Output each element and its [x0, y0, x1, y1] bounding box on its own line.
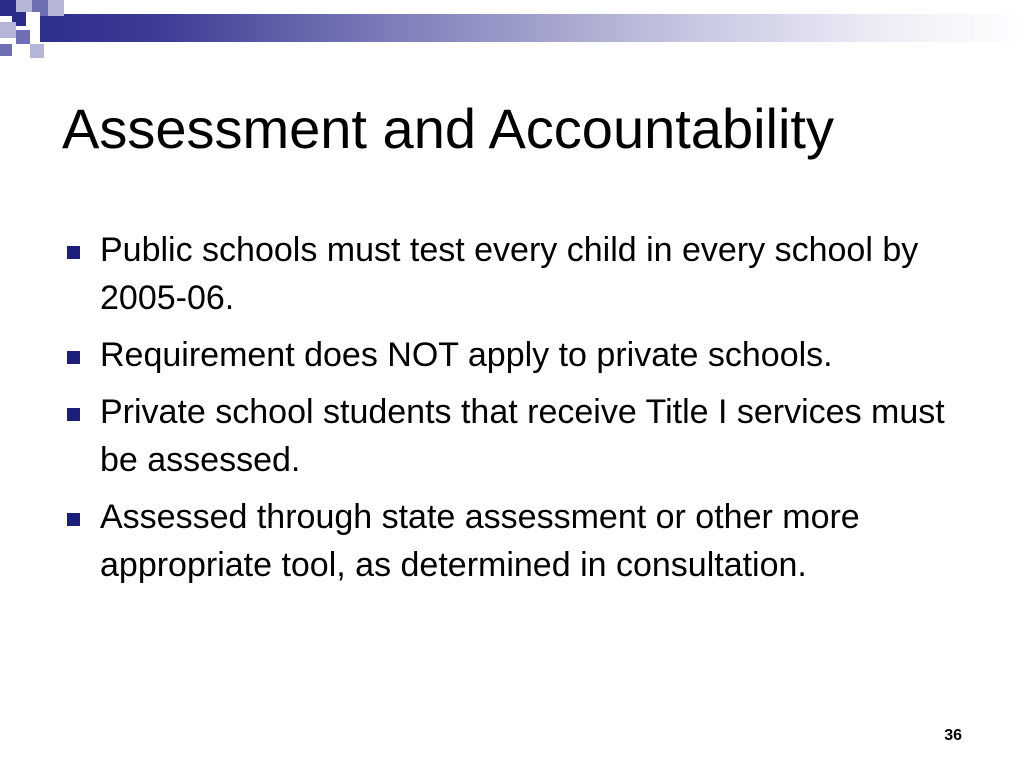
- square-bullet-icon: [67, 351, 80, 364]
- slide-title: Assessment and Accountability: [62, 97, 834, 160]
- decor-square: [0, 22, 16, 38]
- bullet-item: [62, 226, 982, 322]
- bullet-text: Requirement does NOT apply to private schools.: [100, 336, 833, 374]
- square-bullet-icon: [67, 513, 80, 526]
- header-gradient-band: [40, 14, 1024, 42]
- decor-square: [26, 12, 40, 26]
- bullet-text: Private school students that receive Title I services must be assessed.: [100, 393, 945, 479]
- page-number: 36: [944, 727, 962, 744]
- bullet-text: Assessed through state assessment or other more appropriate tool, as determined in consultation.: [100, 498, 860, 584]
- bullet-item: [62, 493, 982, 589]
- decor-square: [48, 0, 64, 16]
- bullet-item: [62, 331, 982, 379]
- square-bullet-icon: [67, 408, 80, 421]
- bullet-list: [62, 226, 982, 598]
- decor-square: [30, 44, 44, 58]
- bullet-item: [62, 388, 982, 484]
- bullet-text: Public schools must test every child in every school by 2005-06.: [100, 231, 919, 317]
- decor-square: [16, 30, 30, 44]
- square-bullet-icon: [67, 246, 80, 259]
- decor-square: [0, 44, 12, 56]
